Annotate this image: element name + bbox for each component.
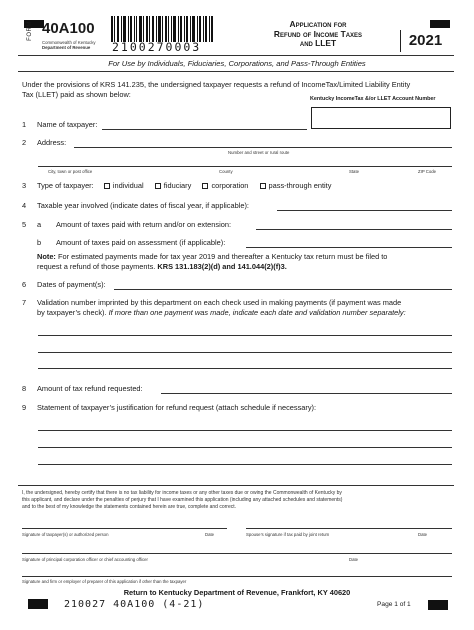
line3-label — [37, 181, 331, 191]
line8-number: 8 — [22, 384, 27, 393]
line2-label: Address: — [37, 138, 67, 147]
registration-mark-top-right — [430, 20, 450, 28]
refund-amount-field[interactable] — [161, 393, 452, 394]
line7-text2-plain: by taxpayer’s check). — [37, 308, 109, 317]
form-code: 210027 40A100 (4-21) — [64, 599, 205, 610]
line3-number: 3 — [22, 181, 27, 190]
certification-line1: I, the undersigned, hereby certify that there is no tax liability for income taxes or any other taxes due or owing the Commonwealth of Kentucky by — [22, 490, 342, 496]
checkbox-corporation[interactable] — [202, 183, 208, 189]
certification-line3: and to the best of my knowledge the statements contained herein are true, complete and correct. — [22, 504, 237, 510]
line5a-letter: a — [37, 220, 42, 229]
title-line3: and LLET — [299, 38, 337, 48]
preparer-signature-caption: Signature and firm or employer of preparer of this application if other than the taxpayer — [22, 579, 187, 584]
city-county-state-zip-field[interactable] — [38, 166, 452, 167]
validation-line-1[interactable] — [38, 335, 452, 336]
date2-caption: Date — [418, 532, 428, 537]
line6-label: Dates of payment(s): — [37, 280, 106, 289]
subtitle: For Use by Individuals, Fiduciaries, Corporations, and Pass-Through Entities — [108, 59, 366, 68]
registration-mark-bottom-left — [28, 599, 48, 609]
zip-caption: ZIP Code — [418, 169, 437, 174]
subtitle-divider — [18, 71, 454, 72]
line5-number: 5 — [22, 220, 27, 229]
state-caption: State — [349, 169, 360, 174]
taxpayer-type-label: Type of taxpayer: — [37, 181, 94, 190]
department-label: Department of Revenue — [42, 45, 91, 50]
note-krs: KRS 131.183(2)(d) and 141.044(2)(f)3. — [157, 262, 287, 271]
line8-label: Amount of tax refund requested: — [37, 384, 143, 393]
tax-year: 2021 — [408, 32, 443, 49]
taxpayer-signature-caption: Signature of taxpayer(s) or authorized person — [22, 532, 109, 537]
checkbox-pass-through[interactable] — [260, 183, 266, 189]
form-title — [250, 20, 386, 49]
barcode-number: 2100270003 — [112, 40, 202, 54]
street-caption: Number and street or rural route — [228, 150, 290, 155]
line1-number: 1 — [22, 120, 27, 129]
commonwealth-label: Commonwealth of Kentucky — [42, 40, 96, 45]
payment-dates-field[interactable] — [114, 289, 452, 290]
checkbox-fiduciary[interactable] — [155, 183, 161, 189]
title-line1: Application for — [289, 19, 347, 29]
line5b-label: Amount of taxes paid on assessment (if applicable): — [56, 238, 226, 247]
form-id-block — [26, 18, 104, 58]
line2-number: 2 — [22, 138, 27, 147]
note-bold: Note: — [37, 252, 56, 261]
account-number-label: Kentucky IncomeTax &/or LLET Account Number — [310, 96, 436, 102]
justification-line-3[interactable] — [38, 464, 452, 465]
header-divider — [18, 55, 454, 56]
form-number: 40A100 — [42, 20, 95, 37]
line7-italic: If more than one payment was made, indicate each date and validation number separately: — [108, 308, 406, 317]
option-pass-through: pass-through entity — [268, 181, 332, 190]
line9-label: Statement of taxpayer’s justification for refund request (attach schedule if necessary): — [37, 403, 317, 412]
certification-line2: this applicant, and declare under the penalties of perjury that I have examined this application (including any attached schedules and statements) — [22, 497, 343, 503]
taxpayer-name-field[interactable] — [102, 129, 307, 130]
taxpayer-signature-field[interactable] — [22, 528, 227, 529]
validation-line-2[interactable] — [38, 352, 452, 353]
note-line1 — [37, 252, 387, 262]
checkbox-individual[interactable] — [104, 183, 110, 189]
line5a-label: Amount of taxes paid with return and/or on extension: — [56, 220, 232, 229]
line4-number: 4 — [22, 201, 27, 210]
option-fiduciary: fiduciary — [163, 181, 192, 190]
note-text2: request a refund of those payments. — [37, 262, 158, 271]
certification-divider — [18, 485, 454, 486]
option-individual: individual — [112, 181, 144, 190]
line7-text1: Validation number imprinted by this department on each check used in making payments (if payment was made — [37, 298, 402, 307]
taxable-year-field[interactable] — [277, 210, 452, 211]
line7-number: 7 — [22, 298, 27, 307]
note-line2 — [37, 262, 287, 272]
page-indicator: Page 1 of 1 — [377, 601, 411, 608]
line9-number: 9 — [22, 403, 27, 412]
taxes-paid-assessment-field[interactable] — [246, 247, 452, 248]
validation-line-3[interactable] — [38, 368, 452, 369]
spouse-signature-caption: Spouse’s signature if tax paid by joint return — [246, 532, 330, 537]
note-text1: For estimated payments made for tax year 2019 and thereafter a Kentucky tax return must be filed to — [55, 252, 388, 261]
barcode — [110, 16, 215, 42]
street-address-field[interactable] — [74, 147, 452, 148]
line5b-letter: b — [37, 238, 42, 247]
date1-caption: Date — [205, 532, 215, 537]
form-word: FORM — [26, 21, 33, 41]
account-number-field[interactable] — [311, 107, 451, 129]
option-corporation: corporation — [211, 181, 249, 190]
preparer-signature-field[interactable] — [22, 576, 452, 577]
tax-year-box — [400, 30, 450, 52]
county-caption: County — [219, 169, 233, 174]
title-line2: Refund of Income Taxes — [273, 28, 363, 39]
date3-caption: Date — [349, 557, 359, 562]
spouse-signature-field[interactable] — [246, 528, 452, 529]
city-caption: City, town or post office — [48, 169, 93, 174]
justification-line-1[interactable] — [38, 430, 452, 431]
line6-number: 6 — [22, 280, 27, 289]
line7-text2 — [37, 308, 406, 318]
intro-line1: Under the provisions of KRS 141.235, the undersigned taxpayer requests a refund of IncomeTax/Limited Liability Entity — [22, 80, 411, 89]
line1-label: Name of taxpayer: — [37, 120, 98, 129]
registration-mark-bottom-right — [428, 600, 448, 610]
taxes-paid-return-field[interactable] — [256, 229, 452, 230]
officer-signature-caption: Signature of principal corporation officer or chief accounting officer — [22, 557, 148, 562]
intro-line2: Tax (LLET) paid as shown below: — [22, 90, 131, 99]
officer-signature-field[interactable] — [22, 553, 452, 554]
line4-label: Taxable year involved (indicate dates of fiscal year, if applicable): — [37, 201, 249, 210]
barcode-graphic — [110, 16, 215, 42]
justification-line-2[interactable] — [38, 447, 452, 448]
return-address: Return to Kentucky Department of Revenue, Frankfort, KY 40620 — [123, 588, 351, 597]
